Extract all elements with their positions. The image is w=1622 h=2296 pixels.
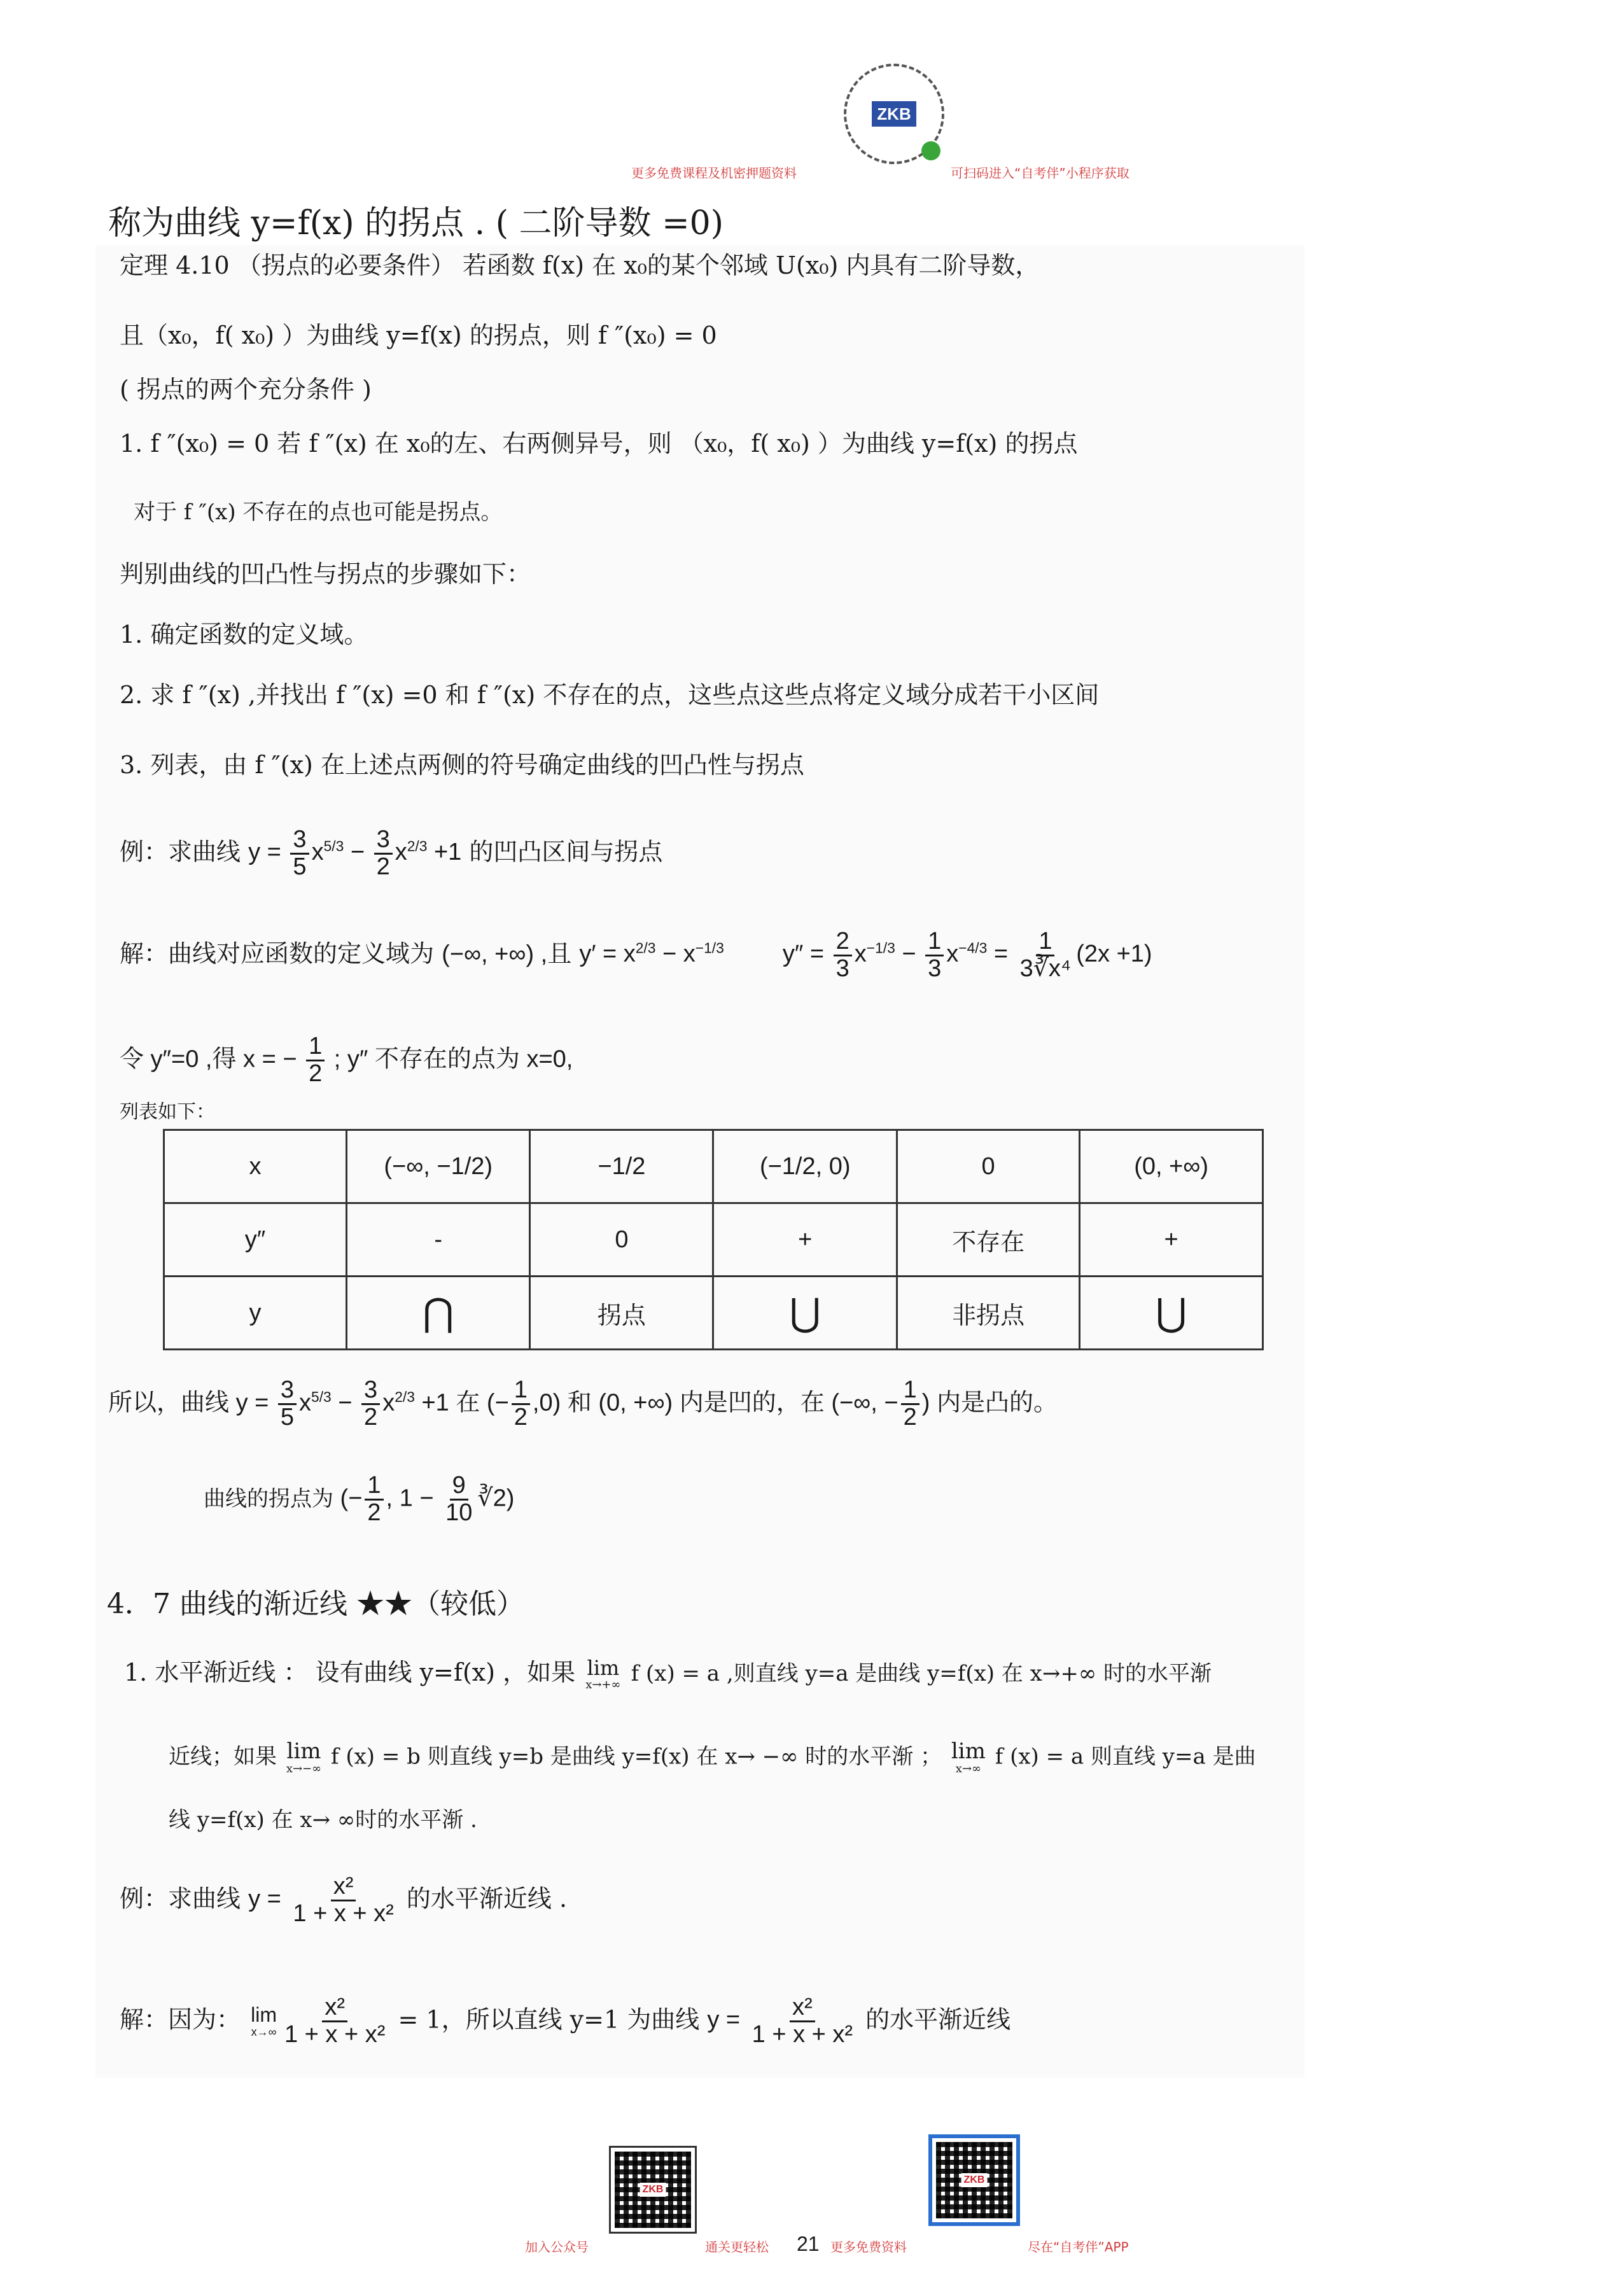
inflection-label: 曲线的拐点为 [204, 1487, 333, 1511]
asymptote-def-2: 近线；如果 [169, 1744, 277, 1770]
footer-right-2: 尽在“自考伴”APP [1028, 2239, 1129, 2255]
sign-table [163, 1129, 1264, 1350]
table-cell: 拐点 [530, 1277, 713, 1350]
example1-formula: y = $\frac{3}{5}$ $x^{5/3}$ − $\frac{3}{2}$ $x^{2/3} +1$ [248, 826, 462, 880]
theorem-line-4: 1. f ″(x₀) = 0 若 f ″(x) 在 x₀的左、右两侧异号，则 （x₀，f( x₀) ）为曲线 y=f(x) 的拐点 [120, 430, 1078, 458]
inflection-line: 曲线的拐点为 (− $\frac{1}{2}$ , 1 − $\frac{9}{10}$ ∛2) [204, 1472, 515, 1526]
conclusion-end: 内是凸的。 [936, 1389, 1058, 1417]
not-exist-label: y″ 不存在的点为 x=0, [347, 1046, 573, 1073]
table-cell: 非拐点 [897, 1277, 1080, 1350]
theorem-line-2: 且（x₀，f( x₀) ）为曲线 y=f(x) 的拐点，则 f ″(x₀) = 0 [120, 321, 717, 349]
step-2: 2. 求 f ″(x) ,并找出 f ″(x) =0 和 f ″(x) 不存在的点，这些点这些点将定义域分成若干小区间 [120, 681, 1100, 709]
header-logo [844, 64, 944, 164]
asymptote-line-2 [169, 1740, 1256, 1775]
example2-sol-mid: = 1，所以直线 y=1 为曲线 [398, 2005, 700, 2034]
qr-code-right [932, 2138, 1016, 2222]
section-title: 4．7 曲线的渐近线 ★★（较低） [107, 1588, 524, 1620]
table-cell: - [347, 1203, 530, 1277]
table-cell: + [713, 1203, 897, 1277]
solution-label: 解：曲线对应函数的定义域为 [120, 939, 435, 968]
example2-sol-tail: 的水平渐近线 [865, 2005, 1011, 2034]
limit-3: lim x→∞ [951, 1739, 986, 1775]
example1-tail: 的凹凸区间与拐点 [469, 837, 663, 866]
first-derivative: $y' = x^{2/3} - x^{-1/3}$ [579, 939, 724, 968]
example2-tail: 的水平渐近线 . [406, 1884, 568, 1913]
table-row [164, 1130, 1263, 1203]
example2-sol-label: 解：因为： [120, 2005, 241, 2034]
asymptote-def-2b: f (x) = b 则直线 y=b 是曲线 y=f(x) 在 x→ −∞ 时的水平渐 ； [330, 1744, 942, 1770]
table-cell: 0 [530, 1203, 713, 1277]
example1-label: 例：求曲线 [120, 837, 241, 866]
table-cell: ⋃ [713, 1277, 897, 1350]
intro-line: 称为曲线 y=f(x) 的拐点 . ( 二阶导数 =0) [108, 204, 724, 242]
example1 [120, 827, 662, 880]
footer-left: 加入公众号 [525, 2239, 589, 2255]
second-derivative: y″ = $\frac{2}{3}$ $x^{-1/3}$ − $\frac{1}{3}$ $x^{-4/3}$ = $\frac{1}{\text{3∛x⁴}}$ (2x +1) [782, 928, 1152, 982]
asymptote-def-1: 1. 水平渐近线 ： 设有曲线 y=f(x) ，如果 [124, 1658, 576, 1686]
logo-badge: ZKB [872, 101, 916, 127]
qr-logo: ZKB [640, 2183, 666, 2197]
theorem-line-3: ( 拐点的两个充分条件 ) [120, 375, 372, 403]
theorem-line-5: 对于 f ″(x) 不存在的点也可能是拐点。 [134, 500, 503, 525]
step-1: 1. 确定函数的定义域。 [120, 620, 368, 648]
table-row [164, 1277, 1263, 1350]
qr-code-left [611, 2148, 695, 2232]
conclusion-line: 所以，曲线 y = $\frac{3}{5}$ $x^{5/3}$ − $\frac{3}{2}$ $x^{2/3} +1$ 在 (− $\frac{1}{2}$ ,0) 和 (0, +∞) 内是凹的，在 (−∞, − $\frac{1}{2}$ ) 内是凸的。 [108, 1376, 1058, 1431]
solution-line [120, 929, 1152, 982]
conclusion-mid: 在 [456, 1389, 480, 1417]
table-cell: 0 [897, 1130, 1080, 1203]
table-cell: y [164, 1277, 347, 1350]
qr-logo: ZKB [961, 2173, 988, 2187]
page-number: 21 [797, 2232, 820, 2255]
table-cell: ⋂ [347, 1277, 530, 1350]
table-cell: + [1080, 1203, 1263, 1277]
table-caption: 列表如下： [120, 1101, 215, 1123]
limit-2: lim x→−∞ [286, 1739, 322, 1775]
footer-left-2: 通关更轻松 [705, 2239, 769, 2255]
footer-right: 更多免费资料 [830, 2239, 907, 2255]
step-3: 3. 列表，由 f ″(x) 在上述点两侧的符号确定曲线的凹凸性与拐点 [120, 751, 804, 779]
table-cell: ⋃ [1080, 1277, 1263, 1350]
example2-solution: 解：因为： lim x→∞ $\frac{\text{x²}}{\text{1 + x + x²}}$ = 1，所以直线 y=1 为曲线 y = $\frac{\text{x²}}{\text{1 + x + x²}}$ 的水平渐近线 [120, 1994, 1011, 2048]
table-cell: x [164, 1130, 347, 1203]
header-right-note: 可扫码进入“自考伴”小程序获取 [951, 165, 1129, 181]
table-cell: (0, +∞) [1080, 1130, 1263, 1203]
wechat-icon [921, 141, 940, 160]
header-left-note: 更多免费课程及机密押题资料 [631, 165, 797, 181]
table-cell: 不存在 [897, 1203, 1080, 1277]
example2-label: 例：求曲线 [120, 1884, 241, 1913]
table-row [164, 1203, 1263, 1277]
asymptote-def-1b: f (x) = a ,则直线 y=a 是曲线 y=f(x) 在 x→+∞ 时的水平渐 [631, 1660, 1212, 1686]
conclusion-and: 和 (0, +∞) 内是凹的，在 [567, 1389, 825, 1417]
steps-title: 判别曲线的凹凸性与拐点的步骤如下： [120, 560, 531, 588]
solution-domain: (−∞, +∞) ,且 [442, 941, 572, 968]
asymptote-line-1 [124, 1658, 1212, 1691]
table-cell: (−1/2, 0) [713, 1130, 897, 1203]
example2: 例：求曲线 y = $\frac{\text{x²}}{\text{1 + x + x²}}$ 的水平渐近线 . [120, 1873, 568, 1927]
set-zero-label: 令 y″=0 ,得 [120, 1046, 237, 1073]
table-cell: (−∞, −1/2) [347, 1130, 530, 1203]
conclusion-prefix: 所以，曲线 [108, 1389, 230, 1417]
table-cell: −1/2 [530, 1130, 713, 1203]
theorem-line-1: 定理 4.10 （拐点的必要条件） 若函数 f(x) 在 x₀的某个邻域 U(x₀) 内具有二阶导数， [120, 251, 1040, 279]
table-cell: y″ [164, 1203, 347, 1277]
asymptote-def-2c: f (x) = a 则直线 y=a 是曲 [995, 1744, 1256, 1770]
limit-1: lim x→+∞ [585, 1656, 621, 1691]
asymptote-line-3: 线 y=f(x) 在 x→ ∞时的水平渐 . [169, 1807, 477, 1833]
set-zero-line: 令 y″=0 ,得 x = − $\frac{1}{2}$ ; y″ 不存在的点为 x=0, [120, 1033, 573, 1087]
